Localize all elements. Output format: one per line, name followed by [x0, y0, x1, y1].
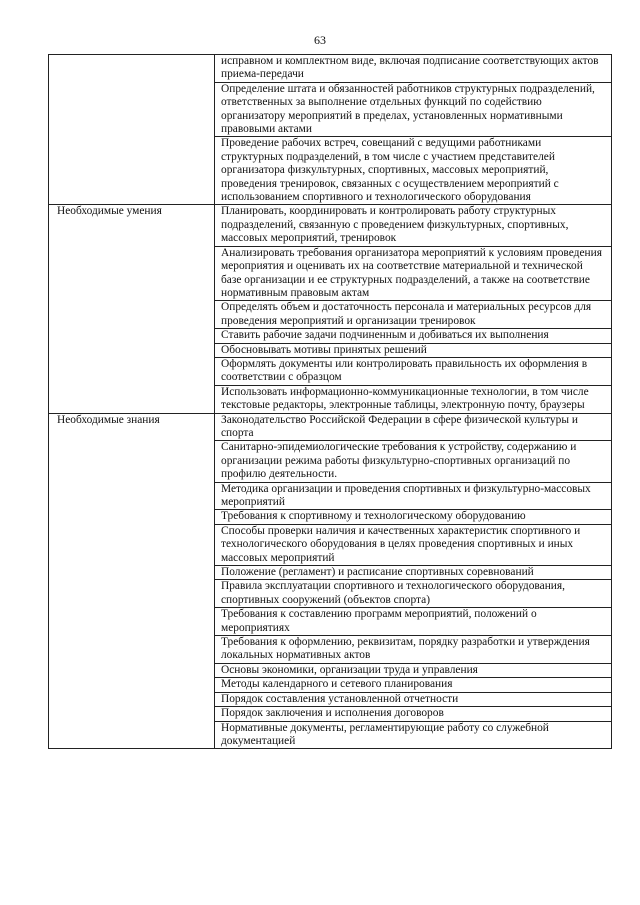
row-text-cell: Проведение рабочих встреч, совещаний с ведущими работниками структурных подразделений, в том числе с участием представителей организатора физкультурных, спортивных, массовых мероприятий, проведения тренировок, связанных с осуществлением мероприятий с использованием спортивного и технологического оборудования: [215, 137, 612, 205]
row-text-cell: Нормативные документы, регламентирующие работу со служебной документацией: [215, 721, 612, 749]
row-text-cell: Способы проверки наличия и качественных характеристик спортивного и технологического оборудования в целях проведения спортивных и иных массовых мероприятий: [215, 524, 612, 565]
row-text-cell: Анализировать требования организатора мероприятий к условиям проведения мероприятия и оценивать их на соответствие материальной и технической базе организации и ее структурных подразделений, а также на соответствие нормативным правовым актам: [215, 246, 612, 301]
row-label: Необходимые умения: [57, 205, 162, 218]
row-text-cell: Требования к спортивному и технологическому оборудованию: [215, 510, 612, 524]
row-text-cell: Определять объем и достаточность персонала и материальных ресурсов для проведения мероприятий и организации тренировок: [215, 301, 612, 329]
row-text-cell: Использовать информационно-коммуникационные технологии, в том числе текстовые редакторы, электронные таблицы, электронную почту, браузеры: [215, 385, 612, 413]
row-text-cell: Положение (регламент) и расписание спортивных соревнований: [215, 566, 612, 580]
row-text-cell: Обосновывать мотивы принятых решений: [215, 343, 612, 357]
row-text-cell: Законодательство Российской Федерации в сфере физической культуры и спорта: [215, 413, 612, 441]
row-text-cell: Порядок составления установленной отчетности: [215, 692, 612, 706]
row-label: Необходимые знания: [57, 413, 160, 426]
row-text-cell: Методы календарного и сетевого планирования: [215, 678, 612, 692]
row-text-cell: исправном и комплектном виде, включая подписание соответствующих актов приема-передачи: [215, 55, 612, 83]
row-label-cell: [49, 205, 215, 413]
table-row: [49, 205, 612, 246]
row-text-cell: Правила эксплуатации спортивного и технологического оборудования, спортивных сооружений (объектов спорта): [215, 580, 612, 608]
row-text-cell: Планировать, координировать и контролировать работу структурных подразделений, связанную с проведением физкультурных, спортивных, массовых мероприятий, тренировок: [215, 205, 612, 246]
requirements-table-body: [49, 55, 612, 749]
row-text-cell: Порядок заключения и исполнения договоров: [215, 707, 612, 721]
table-row: [49, 413, 612, 441]
row-text-cell: Оформлять документы или контролировать правильность их оформления в соответствии с образцом: [215, 357, 612, 385]
table-row: [49, 55, 612, 83]
row-text-cell: Ставить рабочие задачи подчиненным и добиваться их выполнения: [215, 329, 612, 343]
row-label-cell: [49, 55, 215, 205]
row-text-cell: Требования к оформлению, реквизитам, порядку разработки и утверждения локальных нормативных актов: [215, 636, 612, 664]
row-text-cell: Основы экономики, организации труда и управления: [215, 663, 612, 677]
row-text-cell: Требования к составлению программ мероприятий, положений о мероприятиях: [215, 608, 612, 636]
page-number: 63: [314, 33, 326, 47]
requirements-table: [48, 54, 612, 749]
row-text-cell: Определение штата и обязанностей работников структурных подразделений, ответственных за выполнение отдельных функций по содействию организатору мероприятий в пределах, установленных нормативными правовыми актами: [215, 82, 612, 137]
row-text-cell: Методика организации и проведения спортивных и физкультурно-массовых мероприятий: [215, 482, 612, 510]
row-label-cell: [49, 413, 215, 749]
row-text-cell: Санитарно-эпидемиологические требования к устройству, содержанию и организации режима работы физкультурно-спортивных организаций по профилю деятельности.: [215, 441, 612, 482]
